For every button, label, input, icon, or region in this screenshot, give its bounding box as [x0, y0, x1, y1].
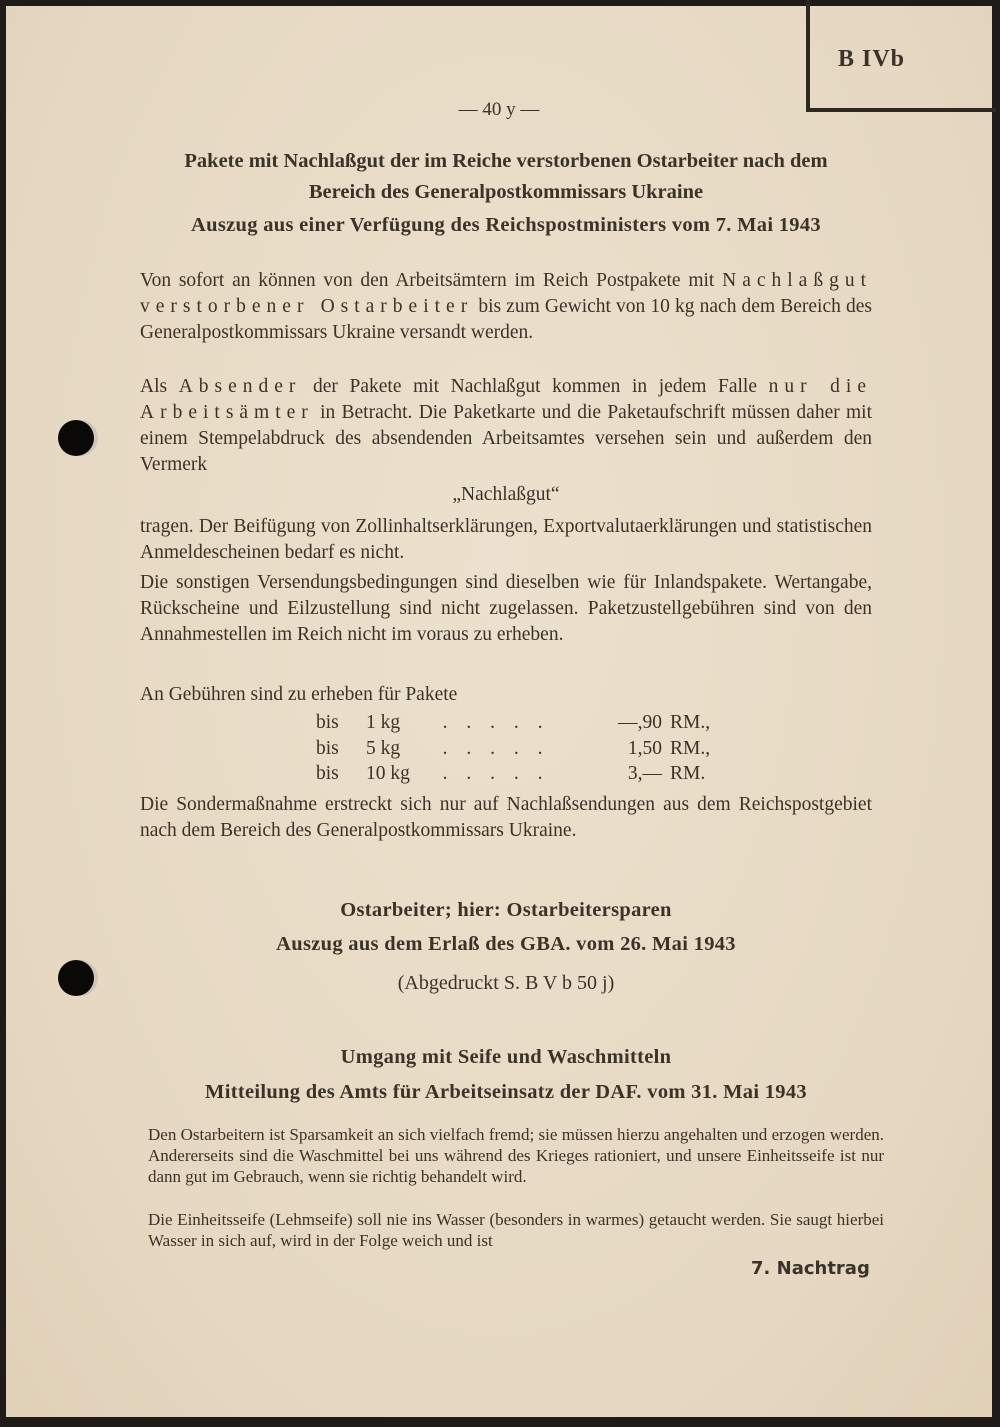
fees-table: [316, 710, 710, 787]
section3-paragraph-2: Die Einheitsseife (Lehmseife) soll nie ins Wasser (besonders in warmes) getaucht werden. Sie saugt hierbei Wasser in sich auf, wird in der Folge weich und ist: [148, 1210, 884, 1250]
document-page: [6, 6, 992, 1417]
section1-paragraph-2: Als Absender der Pakete mit Nachlaßgut kommen in jedem Falle nur die Arbeitsämter in Betracht. Die Paketkarte und die Paketaufschrift müssen daher mit einem Stempelabdruck des absendenden Arbeitsamtes versehen sein und außerdem den Vermerk: [140, 376, 872, 475]
section2-note: (Abgedruckt S. B V b 50 j): [397, 972, 615, 994]
quote-nachlassgut: „Nachlaßgut“: [452, 484, 560, 505]
section1-subtitle: Auszug aus einer Verfügung des Reichspostministers vom 7. Mai 1943: [191, 214, 821, 236]
section1-paragraph-1: Von sofort an können von den Arbeitsämtern im Reich Postpakete mit Nachlaßgut verstorbener Ostarbeiter bis zum Gewicht von 10 kg nach dem Bereich des Generalpostkommissars Ukraine versandt werden.: [140, 270, 873, 343]
section3-paragraph-1: Den Ostarbeitern ist Sparsamkeit an sich vielfach fremd; sie müssen hierzu angehalten und erzogen werden. Andererseits sind die Waschmittel bei uns während des Krieges rationiert, und unsere Einheitsseife ist nur dann gut im Gebrauch, wenn sie richtig behandelt wird.: [148, 1125, 884, 1186]
section3-subtitle: Mitteilung des Amts für Arbeitseinsatz der DAF. vom 31. Mai 1943: [205, 1081, 807, 1103]
fee-row: bis 1 kg . . . . . —,90 RM.,: [316, 712, 711, 733]
section1-paragraph-4: Die sonstigen Versendungsbedingungen sind dieselben wie für Inlandspakete. Wertangabe, Rückscheine und Eilzustellung sind nicht zugelassen. Paketzustellgebühren sind von den Annahmestellen im Reich nicht im voraus zu erheben.: [140, 572, 872, 645]
fee-row: bis 5 kg . . . . . 1,50 RM.,: [316, 737, 711, 759]
section1-title: Pakete mit Nachlaßgut der im Reiche verstorbenen Ostarbeiter nach dem Bereich des Generalpostkommissars Ukraine: [184, 150, 828, 203]
punch-hole: [58, 960, 94, 996]
supplement-label: 7. Nachtrag: [751, 1258, 870, 1279]
page-number: — 40 y —: [458, 99, 540, 120]
section1-paragraph-3: tragen. Der Beifügung von Zollinhaltserklärungen, Exportvalutaerklärungen und statistischen Anmeldescheinen bedarf es nicht.: [140, 516, 872, 563]
section2-title: Ostarbeiter; hier: Ostarbeitersparen: [340, 899, 672, 921]
fees-intro: An Gebühren sind zu erheben für Pakete: [140, 684, 458, 705]
punch-hole: [58, 420, 94, 456]
section3-title: Umgang mit Seife und Waschmitteln: [340, 1046, 672, 1068]
fee-row: bis 10 kg . . . . . 3,— RM.: [316, 763, 706, 784]
section-code: B IVb: [838, 46, 906, 72]
section2-subtitle: Auszug aus dem Erlaß des GBA. vom 26. Mai 1943: [276, 933, 736, 955]
section1-paragraph-5: Die Sondermaßnahme erstreckt sich nur auf Nachlaßsendungen aus dem Reichspostgebiet nach dem Bereich des Generalpostkommissars Ukraine.: [140, 794, 872, 841]
